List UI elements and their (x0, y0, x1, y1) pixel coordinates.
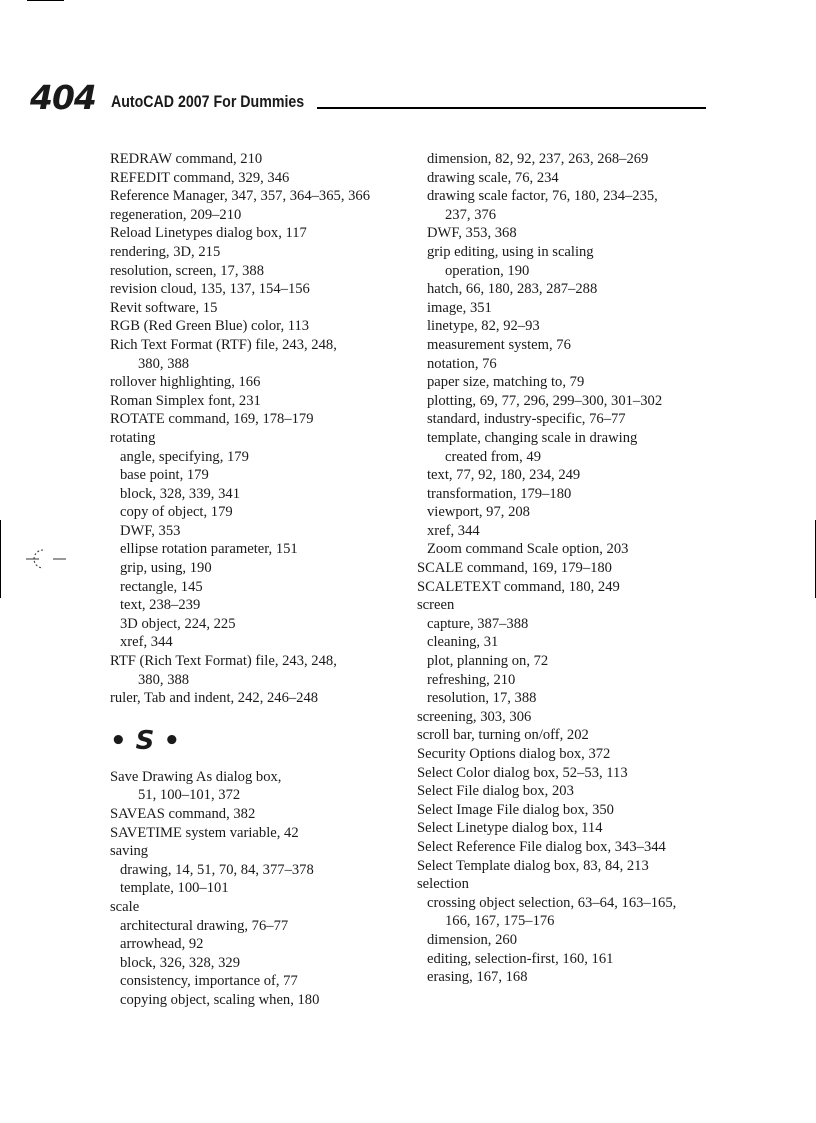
index-subentry (110, 917, 400, 936)
index-entry (110, 768, 400, 805)
entry-text: paper size, matching to, 79 (427, 374, 585, 391)
entry-text: RTF (Rich Text Format) file, 243, 248, (110, 653, 337, 670)
entry-text: screening, 303, 306 (417, 708, 532, 725)
entry-text: dimension, 260 (427, 931, 517, 948)
index-subentry (417, 466, 717, 485)
entry-text: plot, planning on, 72 (427, 653, 549, 670)
index-entry (417, 745, 717, 764)
entry-continuation: operation, 190 (445, 262, 530, 279)
entry-text: Reload Linetypes dialog box, 117 (110, 225, 307, 242)
page-number: 404 (30, 78, 96, 117)
entry-text: 3D object, 224, 225 (120, 615, 236, 632)
index-entry (110, 169, 400, 188)
index-entry (417, 875, 717, 894)
entry-text: scroll bar, turning on/off, 202 (417, 727, 589, 744)
entry-text: Select Image File dialog box, 350 (417, 801, 614, 818)
entry-text: rectangle, 145 (120, 578, 203, 595)
index-entry (110, 317, 400, 336)
index-subentry (417, 169, 717, 188)
index-subentry (417, 950, 717, 969)
entry-text: block, 326, 328, 329 (120, 954, 240, 971)
index-subentry (417, 317, 717, 336)
entry-text: Select Linetype dialog box, 114 (417, 820, 603, 837)
entry-text: refreshing, 210 (427, 671, 516, 688)
index-entry (417, 838, 717, 857)
registration-mark-icon (24, 548, 70, 570)
index-subentry (417, 633, 717, 652)
index-entry (417, 578, 717, 597)
entry-text: SAVEAS command, 382 (110, 806, 256, 822)
index-subentry (417, 150, 717, 169)
index-subentry (417, 243, 717, 280)
header-rule (317, 107, 706, 109)
entry-text: drawing, 14, 51, 70, 84, 377–378 (120, 861, 314, 878)
index-subentry (110, 935, 400, 954)
entry-text: copy of object, 179 (120, 504, 233, 521)
entry-text: Save Drawing As dialog box, (110, 768, 282, 785)
index-column-right (417, 150, 717, 987)
index-entry (417, 819, 717, 838)
entry-text: RGB (Red Green Blue) color, 113 (110, 318, 310, 335)
entry-text: text, 238–239 (120, 597, 201, 614)
entry-continuation: 380, 388 (138, 355, 190, 372)
entry-text: Reference Manager, 347, 357, 364–365, 366 (110, 188, 371, 205)
entry-text: Zoom command Scale option, 203 (427, 541, 629, 558)
index-subentry (417, 355, 717, 374)
entry-text: drawing scale, 76, 234 (427, 169, 559, 186)
index-subentry (110, 485, 400, 504)
index-subentry (417, 429, 717, 466)
index-entry (110, 243, 400, 262)
index-entry (110, 187, 400, 206)
entry-text: REDRAW command, 210 (110, 151, 263, 167)
index-subentry (110, 991, 400, 1010)
entry-text: REFEDIT command, 329, 346 (110, 169, 290, 186)
entry-text: rendering, 3D, 215 (110, 243, 221, 260)
entry-text: editing, selection-first, 160, 161 (427, 950, 614, 967)
index-entry (417, 559, 717, 578)
entry-text: resolution, screen, 17, 388 (110, 262, 265, 279)
entry-continuation: created from, 49 (445, 448, 542, 465)
entry-text: Select Color dialog box, 52–53, 113 (417, 764, 628, 781)
entry-text: ruler, Tab and indent, 242, 246–248 (110, 690, 319, 707)
index-subentry (417, 652, 717, 671)
entry-text: ellipse rotation parameter, 151 (120, 541, 298, 558)
index-subentry (417, 931, 717, 950)
section-heading: • S • (110, 725, 181, 756)
entry-text: arrowhead, 92 (120, 936, 204, 953)
entry-text: Select Template dialog box, 83, 84, 213 (417, 857, 649, 874)
index-entry (110, 689, 400, 708)
running-header (30, 80, 710, 116)
entry-text: plotting, 69, 77, 296, 299–300, 301–302 (427, 392, 663, 409)
index-subentry (110, 972, 400, 991)
index-entry (417, 801, 717, 820)
entry-text: screen (417, 597, 455, 614)
entry-text: crossing object selection, 63–64, 163–165, (427, 894, 677, 911)
entry-text: scale (110, 898, 140, 915)
entry-text: rotating (110, 429, 156, 446)
entry-continuation: 166, 167, 175–176 (445, 913, 555, 930)
entry-text: Revit software, 15 (110, 299, 218, 316)
index-subentry (110, 540, 400, 559)
entry-text: dimension, 82, 92, 237, 263, 268–269 (427, 151, 649, 167)
index-subentry (417, 373, 717, 392)
entry-continuation: 51, 100–101, 372 (138, 787, 241, 804)
index-entry (110, 206, 400, 225)
index-entry (110, 410, 400, 429)
index-entry (417, 764, 717, 783)
index-subentry (110, 522, 400, 541)
entry-text: DWF, 353, 368 (427, 225, 517, 242)
index-subentry (110, 448, 400, 467)
entry-text: Select File dialog box, 203 (417, 783, 574, 800)
index-subentry (417, 894, 717, 931)
index-subentry (110, 861, 400, 880)
entry-text: saving (110, 843, 149, 860)
entry-text: copying object, scaling when, 180 (120, 991, 320, 1008)
index-entry (110, 224, 400, 243)
index-entry (110, 898, 400, 917)
index-subentry (417, 671, 717, 690)
entry-text: xref, 344 (120, 634, 173, 651)
entry-text: angle, specifying, 179 (120, 448, 249, 465)
entry-text: grip, using, 190 (120, 560, 212, 577)
index-subentry (417, 615, 717, 634)
entry-text: selection (417, 876, 469, 893)
entry-text: architectural drawing, 76–77 (120, 917, 289, 934)
entry-continuation: 380, 388 (138, 671, 190, 688)
index-entry (110, 150, 400, 169)
index-entry (110, 842, 400, 861)
index-entry (417, 726, 717, 745)
index-entry (110, 392, 400, 411)
entry-text: Select Reference File dialog box, 343–344 (417, 838, 666, 855)
index-entry (417, 596, 717, 615)
entry-text: cleaning, 31 (427, 634, 499, 651)
entry-text: SAVETIME system variable, 42 (110, 824, 299, 841)
entry-text: xref, 344 (427, 522, 480, 539)
entry-text: DWF, 353 (120, 522, 181, 539)
index-subentry (417, 299, 717, 318)
index-entry (417, 708, 717, 727)
entry-text: image, 351 (427, 299, 492, 316)
entry-text: template, changing scale in drawing (427, 429, 638, 446)
index-subentry (110, 578, 400, 597)
crop-mark-top (27, 0, 64, 1)
index-subentry (417, 968, 717, 987)
index-entry (110, 336, 400, 373)
index-entry (110, 299, 400, 318)
entry-text: rollover highlighting, 166 (110, 374, 261, 391)
index-subentry (417, 410, 717, 429)
index-subentry (417, 540, 717, 559)
index-entry (110, 824, 400, 843)
index-entry (110, 805, 400, 824)
entry-text: notation, 76 (427, 355, 497, 372)
entry-text: text, 77, 92, 180, 234, 249 (427, 467, 581, 484)
index-subentry (417, 392, 717, 411)
entry-text: measurement system, 76 (427, 336, 571, 353)
entry-text: template, 100–101 (120, 880, 229, 897)
index-subentry (417, 522, 717, 541)
index-entry (417, 782, 717, 801)
entry-text: revision cloud, 135, 137, 154–156 (110, 281, 310, 298)
index-entry (110, 262, 400, 281)
index-entry (110, 373, 400, 392)
entry-text: Security Options dialog box, 372 (417, 746, 611, 762)
index-subentry (417, 280, 717, 299)
index-column-left (110, 150, 400, 1010)
entry-text: block, 328, 339, 341 (120, 485, 240, 502)
entry-text: SCALE command, 169, 179–180 (417, 560, 612, 577)
entry-text: standard, industry-specific, 76–77 (427, 411, 626, 428)
book-title: AutoCAD 2007 For Dummies (111, 93, 305, 111)
index-subentry (417, 485, 717, 504)
index-entry (417, 857, 717, 876)
index-subentry (417, 503, 717, 522)
entry-text: transformation, 179–180 (427, 485, 572, 502)
entry-text: viewport, 97, 208 (427, 504, 530, 521)
index-subentry (417, 187, 717, 224)
entry-text: regeneration, 209–210 (110, 206, 242, 223)
entry-text: consistency, importance of, 77 (120, 973, 298, 990)
entry-text: Roman Simplex font, 231 (110, 392, 261, 409)
index-subentry (110, 503, 400, 522)
entry-text: drawing scale factor, 76, 180, 234–235, (427, 188, 658, 205)
entry-text: erasing, 167, 168 (427, 969, 528, 986)
entry-text: ROTATE command, 169, 178–179 (110, 411, 314, 428)
entry-continuation: 237, 376 (445, 206, 497, 223)
index-subentry (110, 954, 400, 973)
entry-text: Rich Text Format (RTF) file, 243, 248, (110, 336, 337, 353)
index-subentry (110, 596, 400, 615)
entry-text: SCALETEXT command, 180, 249 (417, 578, 620, 595)
index-entry (110, 652, 400, 689)
crop-mark-left (0, 520, 1, 598)
index-entry (110, 429, 400, 448)
entry-text: grip editing, using in scaling (427, 243, 594, 260)
index-subentry (417, 224, 717, 243)
index-subentry (110, 633, 400, 652)
entry-text: hatch, 66, 180, 283, 287–288 (427, 281, 598, 298)
entry-text: base point, 179 (120, 467, 209, 484)
index-subentry (417, 689, 717, 708)
index-subentry (110, 466, 400, 485)
entry-text: capture, 387–388 (427, 615, 529, 632)
index-subentry (110, 559, 400, 578)
index-subentry (110, 615, 400, 634)
index-subentry (110, 879, 400, 898)
entry-text: linetype, 82, 92–93 (427, 318, 540, 335)
entry-text: resolution, 17, 388 (427, 690, 537, 707)
index-entry (110, 280, 400, 299)
index-subentry (417, 336, 717, 355)
